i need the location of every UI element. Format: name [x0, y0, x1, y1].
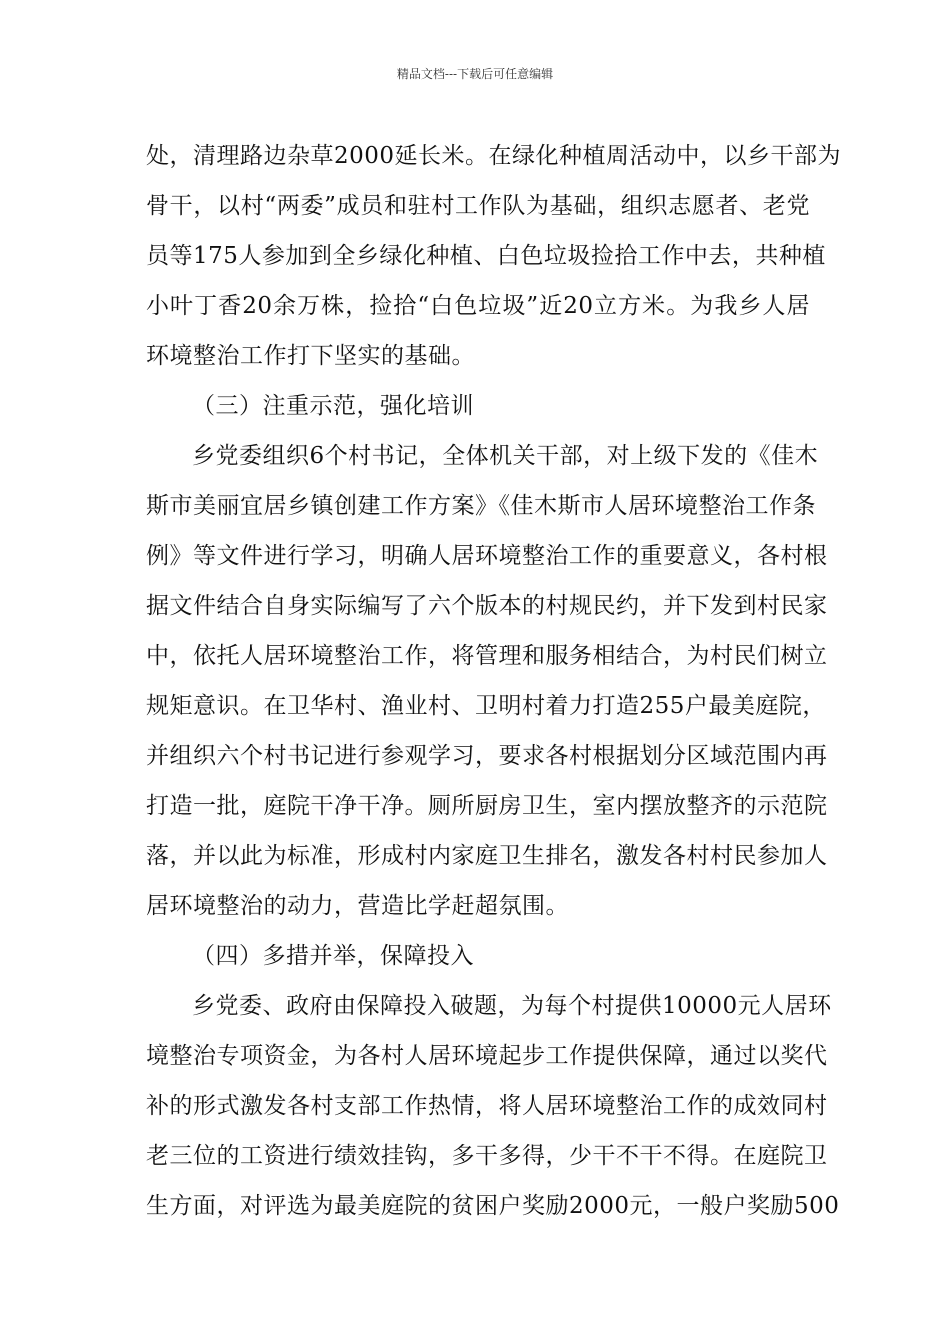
text-line: 打造一批，庭院干净干净。厕所厨房卫生，室内摆放整齐的示范院 — [146, 793, 828, 819]
section-heading: （四）多措并举，保障投入 — [192, 943, 474, 969]
text-line: 乡党委、政府由保障投入破题，为每个村提供10000元人居环 — [192, 993, 832, 1019]
section-heading: （三）注重示范，强化培训 — [192, 393, 474, 419]
text-line: 并组织六个村书记进行参观学习，要求各村根据划分区域范围内再 — [146, 743, 828, 769]
text-line: 例》等文件进行学习，明确人居环境整治工作的重要意义，各村根 — [146, 543, 828, 569]
text-line: 骨干，以村“两委”成员和驻村工作队为基础，组织志愿者、老党 — [146, 193, 810, 219]
text-line: 处，清理路边杂草2000延长米。在绿化种植周活动中，以乡干部为 — [146, 143, 842, 169]
text-line: 落，并以此为标准，形成村内家庭卫生排名，激发各村村民参加人 — [146, 843, 828, 869]
page-header: 精品文档---下载后可任意编辑 — [396, 67, 554, 81]
text-line: 境整治专项资金，为各村人居环境起步工作提供保障，通过以奖代 — [146, 1043, 828, 1069]
text-line: 中，依托人居环境整治工作，将管理和服务相结合，为村民们树立 — [146, 643, 828, 669]
text-line: 生方面，对评选为最美庭院的贫困户奖励2000元，一般户奖励500 — [146, 1193, 840, 1219]
text-line: 据文件结合自身实际编写了六个版本的村规民约，并下发到村民家 — [146, 593, 828, 619]
text-line: 补的形式激发各村支部工作热情，将人居环境整治工作的成效同村 — [146, 1093, 828, 1119]
text-line: 环境整治工作打下坚实的基础。 — [146, 343, 475, 369]
document-body — [146, 131, 842, 1231]
text-line: 员等175人参加到全乡绿化种植、白色垃圾捡拾工作中去，共种植 — [146, 243, 826, 269]
text-line: 斯市美丽宜居乡镇创建工作方案》《佳木斯市人居环境整治工作条 — [146, 493, 816, 519]
text-line: 乡党委组织6个村书记，全体机关干部，对上级下发的《佳木 — [192, 443, 819, 469]
text-line: 规矩意识。在卫华村、渔业村、卫明村着力打造255户最美庭院， — [146, 693, 826, 719]
text-line: 居环境整治的动力，营造比学赶超氛围。 — [146, 893, 569, 919]
text-line: 小叶丁香20余万株，捡拾“白色垃圾”近20立方米。为我乡人居 — [146, 293, 810, 319]
text-line: 老三位的工资进行绩效挂钩，多干多得，少干不干不得。在庭院卫 — [146, 1143, 828, 1169]
